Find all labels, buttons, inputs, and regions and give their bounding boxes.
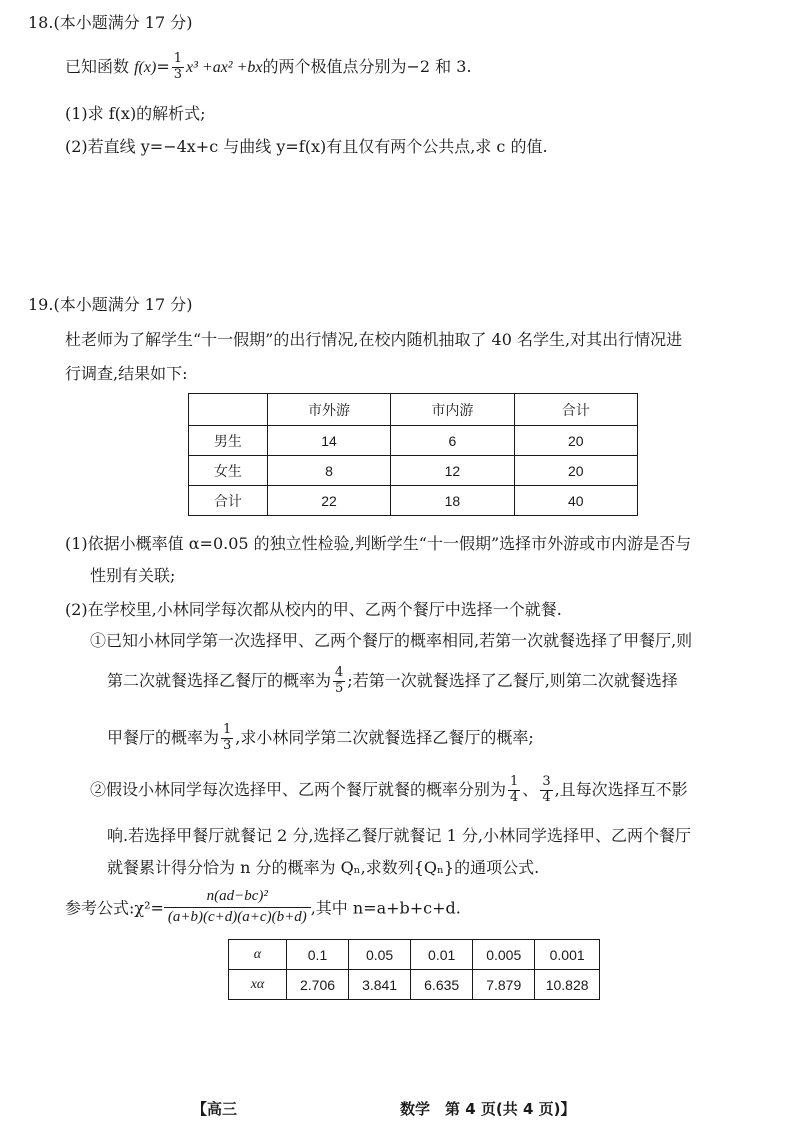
survey-cell: 6	[391, 426, 514, 456]
ref-label: 参考公式:χ²=	[65, 898, 164, 918]
q18-frac-num: 1	[173, 51, 182, 66]
q19-sub2-sep: 、	[522, 779, 539, 799]
q19-frac-1-3	[221, 723, 233, 754]
crit-cell: 6.635	[411, 970, 473, 1000]
q18-func: f(x)	[134, 58, 157, 76]
crit-cell: 2.706	[286, 970, 348, 1000]
survey-cell: 女生	[189, 456, 268, 486]
q19-sub1-line2-a: 第二次就餐选择乙餐厅的概率为	[107, 670, 332, 690]
frac-den: 5	[335, 680, 344, 696]
q19-frac-4-5	[333, 666, 345, 697]
q19-sub1-line2-b: ;若第一次就餐选择了乙餐厅,则第二次就餐选择	[347, 670, 678, 690]
q19-part1-line1: (1)依据小概率值 α=0.05 的独立性检验,判断学生“十一假期”选择市外游或市内游是否与	[65, 534, 692, 553]
q19-stem-line2: 行调查,结果如下:	[65, 364, 188, 383]
ref-den: (a+b)(c+d)(a+c)(b+d)	[167, 908, 307, 925]
crit-cell: 0.005	[473, 940, 535, 970]
q19-sub2-line1-a: ②假设小林同学每次选择甲、乙两个餐厅就餐的概率分别为	[90, 779, 507, 799]
survey-table-row	[189, 426, 638, 456]
q19-stem-line1: 杜老师为了解学生“十一假期”的出行情况,在校内随机抽取了 40 名学生,对其出行情况进	[65, 330, 683, 349]
crit-cell: 7.879	[473, 970, 535, 1000]
q19-sub1-line3-b: ,求小林同学第二次就餐选择乙餐厅的概率;	[235, 727, 534, 747]
q18-terms: x³ +ax² +bx	[186, 58, 263, 76]
frac-num: 4	[335, 665, 344, 680]
survey-table	[188, 393, 638, 516]
q19-part2-line1: (2)在学校里,小林同学每次都从校内的甲、乙两个餐厅中选择一个就餐.	[65, 600, 562, 619]
q18-stem-suffix: 的两个极值点分别为−2 和 3.	[262, 56, 472, 76]
chi-square-fraction	[164, 887, 311, 927]
survey-cell: 合计	[189, 486, 268, 516]
crit-cell: xα	[229, 970, 287, 1000]
q19-sub1-line2	[107, 666, 678, 697]
crit-row-alpha	[229, 940, 600, 970]
frac-den: 3	[223, 737, 232, 753]
footer-right: 数学 第 4 页(共 4 页)】	[400, 1100, 576, 1118]
survey-cell: 18	[391, 486, 514, 516]
q18-frac-den: 3	[173, 66, 182, 82]
q19-header: 19.(本小题满分 17 分)	[28, 295, 193, 314]
q18-stem-prefix: 已知函数	[65, 56, 130, 76]
survey-table-row	[189, 486, 638, 516]
survey-cell: 12	[391, 456, 514, 486]
q18-frac	[172, 52, 184, 83]
critical-value-table	[228, 939, 600, 1000]
q19-sub2-line2: 响.若选择甲餐厅就餐记 2 分,选择乙餐厅就餐记 1 分,小林同学选择甲、乙两个餐厅	[107, 826, 691, 845]
survey-cell: 40	[514, 486, 637, 516]
q19-part1-line2: 性别有关联;	[90, 566, 176, 585]
survey-table-header	[189, 394, 638, 426]
crit-cell: 0.01	[411, 940, 473, 970]
q19-sub1-line1: ①已知小林同学第一次选择甲、乙两个餐厅的概率相同,若第一次就餐选择了甲餐厅,则	[90, 631, 693, 650]
survey-cell: 20	[514, 456, 637, 486]
survey-cell: 14	[267, 426, 390, 456]
q19-sub1-line3	[107, 723, 534, 754]
q19-sub1-line3-a: 甲餐厅的概率为	[107, 727, 220, 747]
footer-left: 【高三	[192, 1100, 238, 1118]
frac-num: 1	[223, 722, 232, 737]
crit-cell: 0.05	[349, 940, 411, 970]
survey-cell: 男生	[189, 426, 268, 456]
survey-cell: 22	[267, 486, 390, 516]
survey-header-cell	[189, 394, 268, 426]
ref-num: n(ad−bc)²	[164, 887, 311, 908]
crit-cell: 0.001	[535, 940, 600, 970]
crit-cell: 10.828	[535, 970, 600, 1000]
q19-frac-3-4	[540, 775, 552, 806]
frac-num: 1	[510, 774, 519, 789]
crit-cell: α	[229, 940, 287, 970]
q19-sub2-line3: 就餐累计得分恰为 n 分的概率为 Qₙ,求数列{Qₙ}的通项公式.	[107, 858, 540, 877]
ref-suffix: ,其中 n=a+b+c+d.	[310, 898, 461, 918]
q19-frac-1-4	[508, 775, 520, 806]
q18-part2: (2)若直线 y=−4x+c 与曲线 y=f(x)有且仅有两个公共点,求 c 的值.	[65, 137, 548, 156]
q19-sub2-line1	[90, 775, 688, 806]
crit-row-x	[229, 970, 600, 1000]
frac-den: 4	[510, 789, 519, 805]
q19-sub2-line1-b: ,且每次选择互不影	[554, 779, 688, 799]
reference-formula	[65, 887, 461, 927]
frac-den: 4	[542, 789, 551, 805]
q18-header: 18.(本小题满分 17 分)	[28, 13, 193, 32]
survey-header-cell: 合计	[514, 394, 637, 426]
survey-table-row	[189, 456, 638, 486]
frac-num: 3	[542, 774, 551, 789]
q18-part1: (1)求 f(x)的解析式;	[65, 104, 206, 123]
survey-header-cell: 市外游	[267, 394, 390, 426]
survey-cell: 20	[514, 426, 637, 456]
crit-cell: 3.841	[349, 970, 411, 1000]
q18-eq: =	[156, 56, 170, 76]
survey-cell: 8	[267, 456, 390, 486]
survey-header-cell: 市内游	[391, 394, 514, 426]
crit-cell: 0.1	[286, 940, 348, 970]
q18-stem	[65, 52, 472, 83]
